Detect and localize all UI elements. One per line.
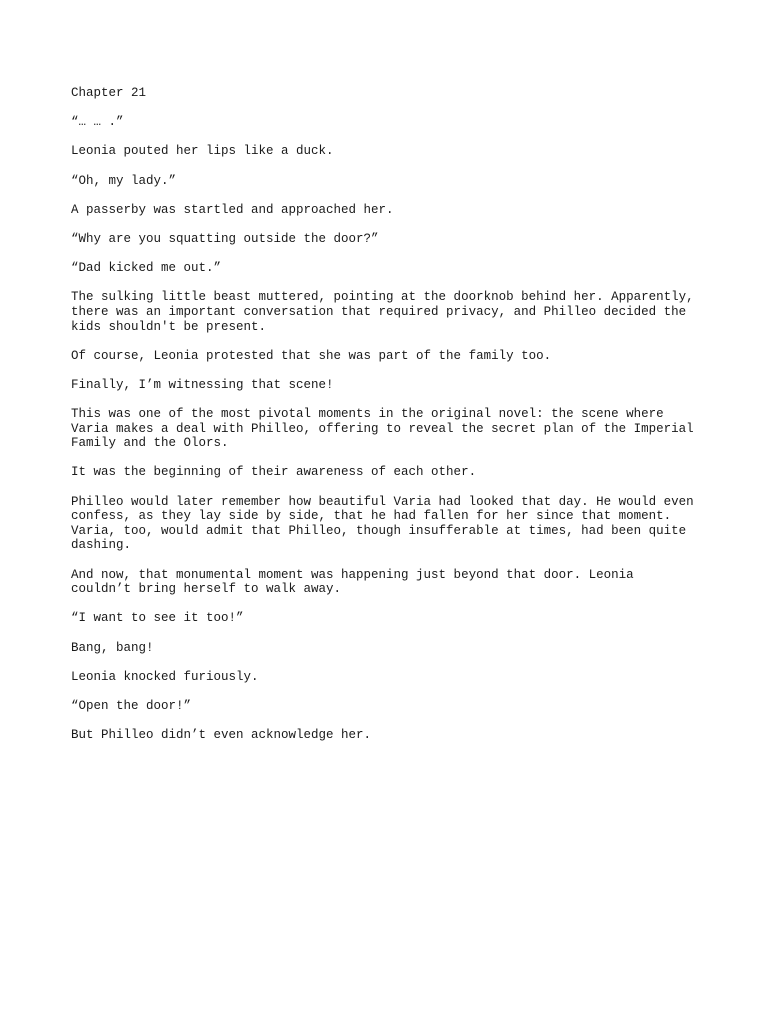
- paragraph: Leonia knocked furiously.: [71, 669, 259, 684]
- paragraph: Bang, bang!: [71, 640, 154, 655]
- paragraph: “Oh, my lady.”: [71, 173, 177, 188]
- paragraph: This was one of the most pivotal moments in the original novel: the scene where Varia makes a deal with Philleo, offering to reveal the secret plan of the Imperial Family and the Olors.: [71, 407, 694, 451]
- chapter-heading: Chapter 21: [71, 86, 147, 100]
- paragraph: “Dad kicked me out.”: [71, 261, 222, 276]
- paragraph: “Why are you squatting outside the door?”: [71, 231, 379, 246]
- paragraph: Philleo would later remember how beautiful Varia had looked that day. He would even confess, as they lay side by side, that he had fallen for her since that moment. Varia, too, would admit that Philleo, though insufferable at times, had been quite dashing.: [71, 494, 694, 553]
- paragraph: “… … .”: [71, 115, 124, 130]
- document-page: [71, 86, 711, 757]
- paragraph: “Open the door!”: [71, 698, 192, 713]
- paragraph: A passerby was startled and approached her.: [71, 202, 394, 217]
- paragraph: “I want to see it too!”: [71, 611, 244, 626]
- paragraph: It was the beginning of their awareness of each other.: [71, 465, 477, 480]
- paragraph: Leonia pouted her lips like a duck.: [71, 144, 334, 159]
- paragraph: Finally, I’m witnessing that scene!: [71, 377, 334, 392]
- paragraph: But Philleo didn’t even acknowledge her.: [71, 728, 372, 743]
- paragraph: The sulking little beast muttered, pointing at the doorknob behind her. Apparently, there was an important conversation that required privacy, and Philleo decided the kids shouldn't be present.: [71, 290, 694, 334]
- paragraph: And now, that monumental moment was happening just beyond that door. Leonia couldn’t bring herself to walk away.: [71, 567, 634, 597]
- paragraph: Of course, Leonia protested that she was part of the family too.: [71, 348, 552, 363]
